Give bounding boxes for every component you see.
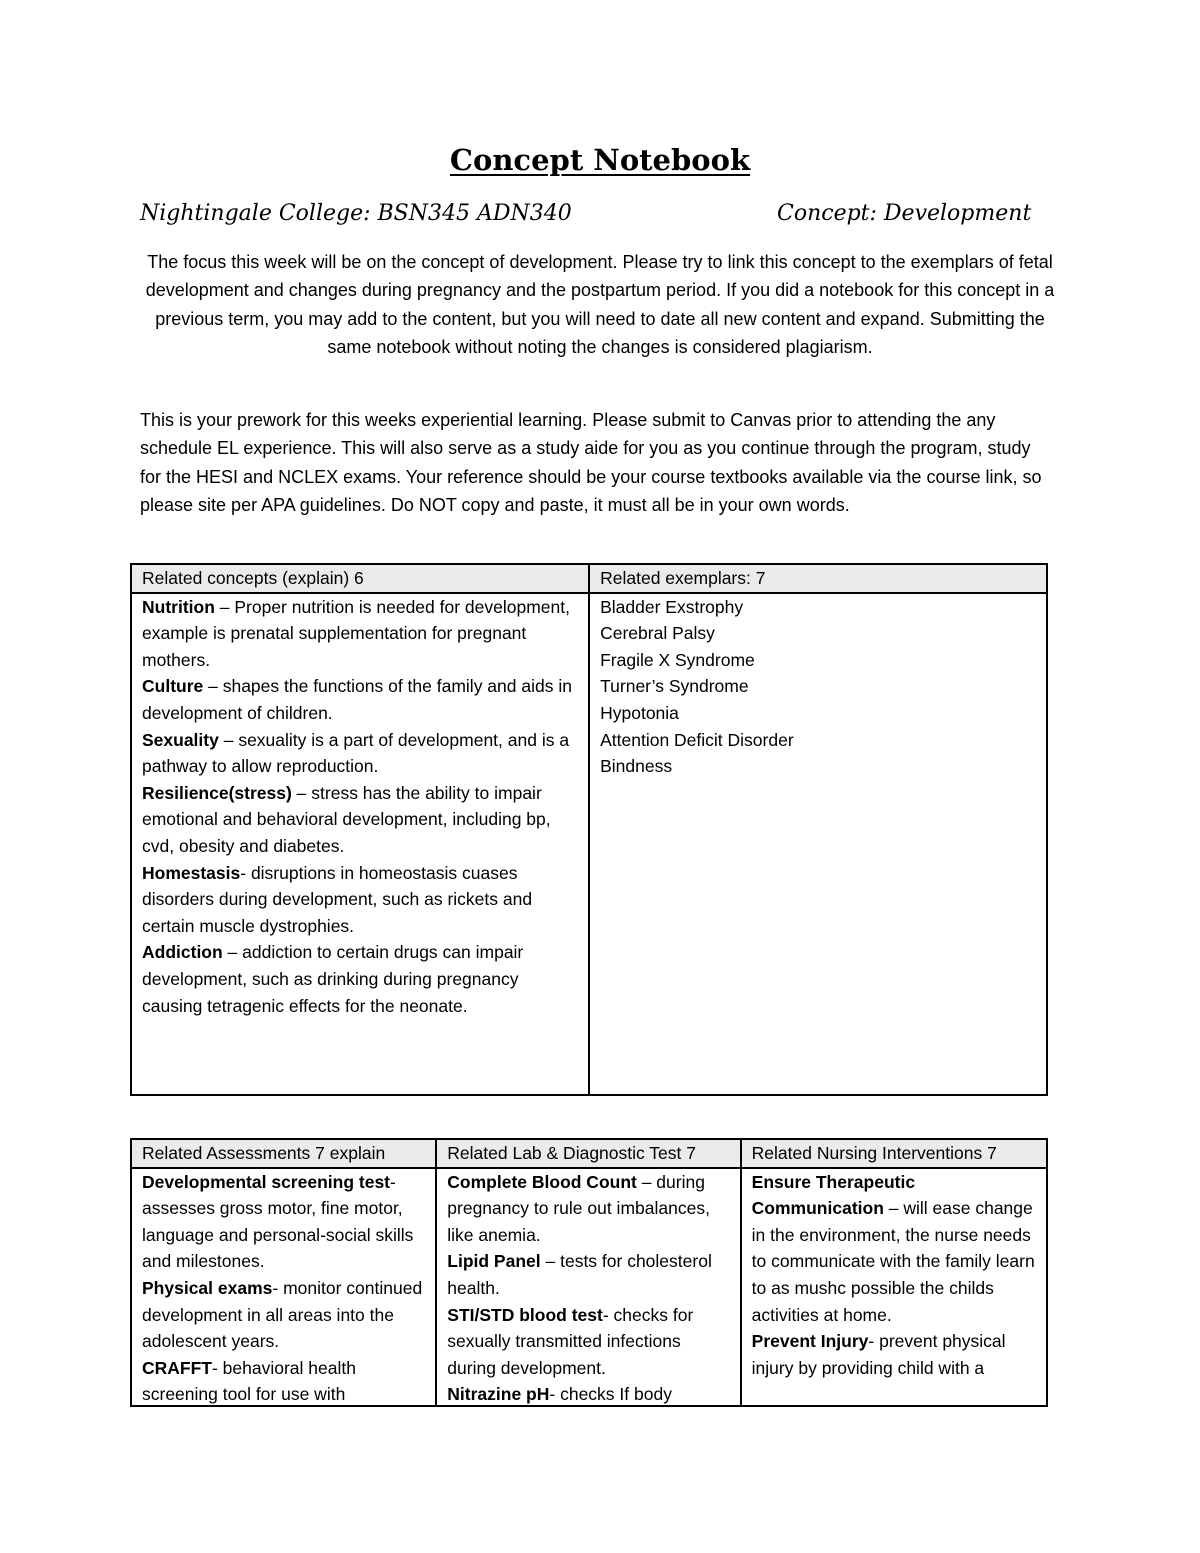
- lab-entry: [447, 1248, 729, 1301]
- concepts-exemplars-table: [130, 563, 1048, 1096]
- concept-text: – stress has the ability to impair emotional and behavioral development, including bp, cvd, obesity and diabetes.: [142, 782, 551, 856]
- concept-term: Resilience(stress): [142, 782, 292, 803]
- assessment-entry: [142, 1169, 425, 1275]
- lab-entry: [447, 1169, 729, 1249]
- table-header-row: [131, 1139, 1047, 1168]
- cell-content: [752, 1169, 1036, 1405]
- related-assessments-cell: [131, 1168, 436, 1406]
- concept-term: Culture: [142, 676, 204, 697]
- assessment-term: CRAFFT: [142, 1357, 212, 1378]
- table-header-row: [131, 564, 1047, 593]
- intro-paragraph: The focus this week will be on the concept of development. Please try to link this concept to the exemplars of fetal development and changes during pregnancy and the postpartum period. If you did a notebook for this concept in a previous term, you may add to the content, but you will need to date all new content and expand. Submitting the same notebook without noting the changes is considered plagiarism.: [145, 252, 1055, 358]
- assessment-text: - assesses gross motor, fine motor, language and personal-social skills and milestones.: [142, 1171, 414, 1272]
- lab-entry: [447, 1381, 729, 1404]
- assessment-entry: [142, 1275, 425, 1355]
- exemplar-item: Fragile X Syndrome: [600, 649, 755, 670]
- prework-paragraph: This is your prework for this weeks experiential learning. Please submit to Canvas prior to attending the any schedule EL experience. This will also serve as a study aide for you as you continue through the program, study for the HESI and NCLEX exams. Your reference should be your course textbooks available via the course link, so please site per APA guidelines. Do NOT copy and paste, it must all be in your own words.: [140, 410, 1042, 516]
- college-course-line: Nightingale College: BSN345 ADN340: [140, 201, 572, 226]
- lab-term: Lipid Panel: [447, 1251, 541, 1272]
- concept-term: Nutrition: [142, 596, 215, 617]
- concept-entry: [142, 594, 578, 674]
- cell-content: [447, 1169, 729, 1405]
- lab-term: Complete Blood Count: [447, 1171, 637, 1192]
- intervention-term: Ensure Therapeutic Communication: [751, 1171, 916, 1219]
- concept-text: – sexuality is a part of development, and is a pathway to allow reproduction.: [142, 729, 570, 777]
- lab-term: Nitrazine pH: [447, 1384, 550, 1405]
- concept-entry: [142, 939, 578, 1019]
- page-title: Concept Notebook: [449, 143, 751, 177]
- exemplar-item: Bladder Exstrophy: [600, 596, 744, 617]
- intervention-entry: [752, 1169, 1036, 1329]
- assessments-labs-interventions-table: [130, 1138, 1048, 1407]
- intervention-term: Prevent Injury: [751, 1331, 869, 1352]
- cell-content: [142, 1169, 425, 1405]
- header-related-labs: Related Lab & Diagnostic Test 7: [436, 1139, 740, 1168]
- lab-text: - checks for sexually transmitted infections during development.: [447, 1304, 694, 1378]
- assessment-entry: [142, 1355, 425, 1405]
- exemplar-item: Hypotonia: [600, 702, 679, 723]
- header-related-exemplars: Related exemplars: 7: [589, 564, 1047, 593]
- table-body-row: [131, 1168, 1047, 1406]
- concept-text: – shapes the functions of the family and aids in development of children.: [142, 676, 572, 723]
- table-body-row: [131, 593, 1047, 1095]
- lab-text: - checks If body: [549, 1384, 672, 1405]
- concept-entry: [142, 673, 578, 726]
- lab-entry: [447, 1302, 729, 1382]
- related-concepts-cell: [131, 593, 589, 1095]
- intervention-entry: [752, 1328, 1036, 1381]
- related-exemplars-cell: [589, 593, 1047, 1095]
- concept-term: Addiction: [142, 942, 223, 963]
- exemplar-item: Cerebral Palsy: [600, 623, 715, 644]
- assessment-term: Developmental screening test: [142, 1171, 390, 1192]
- intervention-text: - prevent physical injury by providing child with a: [751, 1331, 1006, 1378]
- assessment-term: Physical exams: [142, 1277, 273, 1298]
- concept-term: Sexuality: [142, 729, 219, 750]
- exemplar-item: Attention Deficit Disorder: [600, 729, 794, 750]
- assessment-text: - behavioral health screening tool for use with: [142, 1357, 356, 1405]
- concept-term: Homestasis: [142, 862, 241, 883]
- concept-entry: [142, 860, 578, 940]
- lab-text: – tests for cholesterol health.: [447, 1251, 712, 1298]
- intervention-text: – will ease change in the environment, the nurse needs to communicate with the family learn to as mushc possible the childs activities at home.: [751, 1198, 1035, 1325]
- header-related-concepts: Related concepts (explain) 6: [131, 564, 589, 593]
- header-related-interventions: Related Nursing Interventions 7: [741, 1139, 1047, 1168]
- lab-term: STI/STD blood test: [447, 1304, 603, 1325]
- concept-text: – Proper nutrition is needed for development, example is prenatal supplementation for pregnant mothers.: [142, 596, 570, 670]
- concept-entry: [142, 727, 578, 780]
- concept-entry: [142, 780, 578, 860]
- header-related-assessments: Related Assessments 7 explain: [131, 1139, 436, 1168]
- concept-line: Concept: Development: [777, 201, 1032, 226]
- related-interventions-cell: [741, 1168, 1047, 1406]
- exemplar-item: Bindness: [600, 756, 673, 777]
- concept-text: - disruptions in homeostasis cuases disorders during development, such as rickets and certain muscle dystrophies.: [142, 862, 533, 936]
- related-labs-cell: [436, 1168, 740, 1406]
- lab-text: – during pregnancy to rule out imbalances, like anemia.: [447, 1171, 710, 1245]
- exemplar-item: Turner’s Syndrome: [600, 676, 749, 697]
- concept-text: – addiction to certain drugs can impair development, such as drinking during pregnancy causing tetragenic effects for the neonate.: [142, 942, 524, 1016]
- assessment-text: - monitor continued development in all areas into the adolescent years.: [142, 1277, 423, 1352]
